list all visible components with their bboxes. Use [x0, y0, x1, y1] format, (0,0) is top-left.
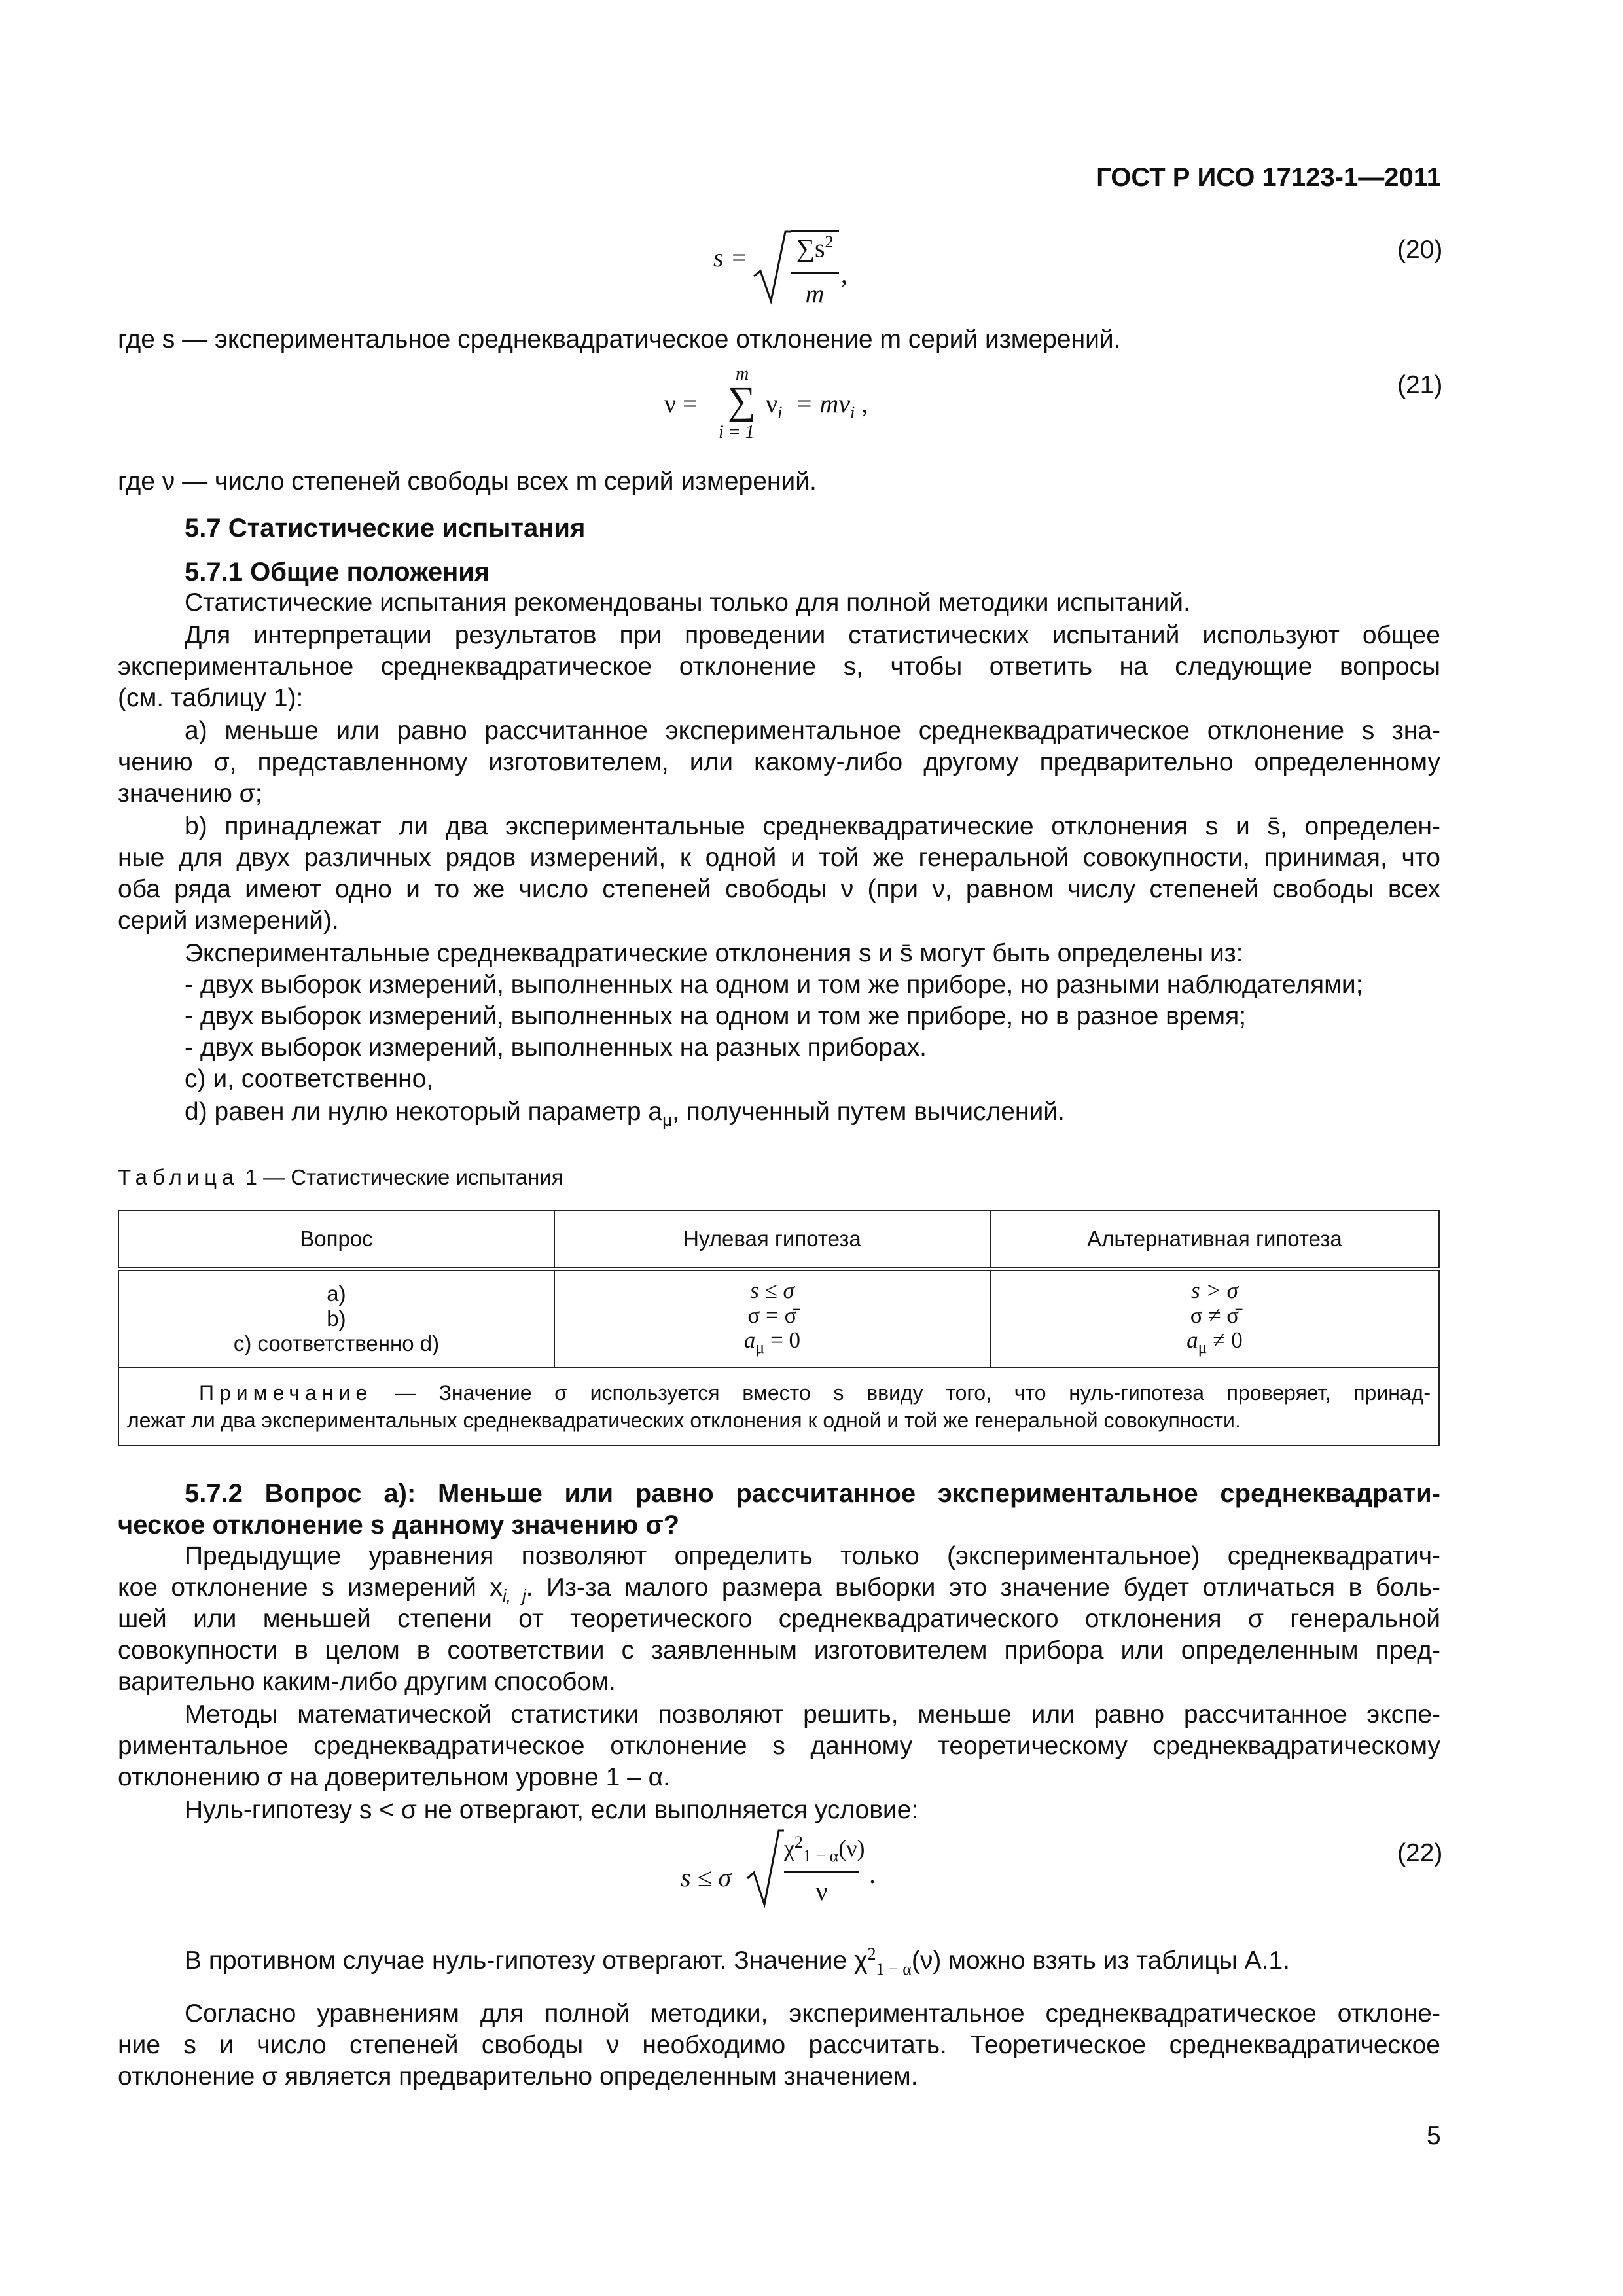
source-3: - двух выборок измерений, выполненных на разных приборах. — [185, 1033, 927, 1062]
definition-nu: где ν — число степеней свободы всех m серий измерений. — [118, 467, 817, 495]
eq20-comma: , — [841, 259, 847, 289]
s572-para4-line1: Согласно уравнениям для полной методики, экспериментальное среднеквадратическое отклоне- — [185, 2000, 1440, 2028]
s572-para4-line2: ние s и число степеней свободы ν необходимо рассчитать. Теоретическое среднеквадратическое — [118, 2031, 1440, 2059]
s572-para4-line3: отклонение σ является предварительно определенным значением. — [118, 2062, 918, 2090]
paragraph-2-line-3: (см. таблицу 1): — [118, 684, 304, 712]
section-5-7-2-heading-line-2: ческое отклонение s данному значению σ? — [118, 1511, 680, 1539]
item-b-line-4: серий измерений). — [118, 906, 339, 935]
sqrt-sign-22 — [746, 1829, 785, 1908]
table-header-row — [118, 1210, 1439, 1269]
s572-para2-line2: риментальное среднеквадратическое отклонение s данному теоретическому среднеквадратическому — [118, 1732, 1440, 1760]
s572-para1-line2: кое отклонение s измерений $x_{i, j}$. Из-за малого размера выборки это значение будет отличаться в боль- — [118, 1573, 1440, 1605]
header-question: Вопрос — [118, 1210, 554, 1269]
eq20-lhs: s = — [713, 243, 748, 272]
eq21-term: $\nu_i = m\nu_i$ , — [766, 389, 868, 422]
header-alternative-hypothesis: Альтернативная гипотеза — [990, 1210, 1439, 1269]
item-d: d) равен ли нулю некоторый параметр $a_\mu$, полученный путем вычислений. — [185, 1098, 1065, 1130]
eq20-denominator: m — [805, 279, 825, 308]
eq20-fraction-bar — [791, 272, 839, 274]
eq21-lower-limit: i = 1 — [719, 422, 755, 442]
definition-s: где s — экспериментальное среднеквадратическое отклонение m серий измерений. — [118, 325, 1121, 353]
eq22-denominator: ν — [815, 1876, 828, 1906]
s572-para1-line3: шей или меньшей степени от теоретического среднеквадратического отклонения σ генеральной — [118, 1605, 1440, 1633]
item-c: с) и, соответственно, — [185, 1065, 434, 1093]
s572-para1-line5: варительно каким-либо другим способом. — [118, 1668, 616, 1696]
equation-number-22: (22) — [1397, 1839, 1443, 1867]
s572-para2-line3: отклонению σ на доверительном уровне 1 – α. — [118, 1763, 671, 1791]
table-1-caption: Таблица 1 — Статистические испытания — [118, 1165, 563, 1189]
section-5-7-2-heading-line-1: 5.7.2 Вопрос а): Меньше или равно рассчитанное экспериментальное среднеквадрати- — [185, 1479, 1440, 1508]
table-1 — [118, 1210, 1440, 1446]
s572-para1-line4: совокупности в целом в соответствии с заявленным изготовителем прибора или определенным пред- — [118, 1636, 1440, 1664]
eq22-period: . — [869, 1859, 876, 1889]
table-note: Примечание — Значение σ используется вместо s ввиду того, что нуль-гипотеза проверяет, принад- лежат ли два экспериментальных среднеквадратических отклонения к одной и той же генеральной совокупности. — [118, 1367, 1439, 1446]
s572-para1-line1: Предыдущие уравнения позволяют определить только (экспериментальное) среднеквадратич- — [185, 1542, 1440, 1570]
sources-intro: Экспериментальные среднеквадратические отклонения s и s̄ могут быть определены из: — [185, 939, 1243, 967]
section-5-7-1-heading: 5.7.1 Общие положения — [185, 558, 490, 586]
cell-alternative-hypotheses: s > σ σ ≠ σ̄ $a_\mu \ne 0$ — [990, 1269, 1439, 1367]
otherwise-rejected: В противном случае нуль-гипотезу отвергают. Значение $\chi^2_{1 - \alpha}(\nu)$ можно взять из таблицы А.1. — [185, 1945, 1290, 1979]
null-hypothesis-condition: Нуль-гипотезу s < σ не отвергают, если выполняется условие: — [185, 1796, 919, 1824]
source-2: - двух выборок измерений, выполненных на одном и том же приборе, но в разное время; — [185, 1002, 1247, 1030]
s572-para2-line1: Методы математической статистики позволяют решить, меньше или равно рассчитанное экспе- — [185, 1700, 1440, 1729]
item-b-line-2: ные для двух различных рядов измерений, к одной и той же генеральной совокупности, принимая, что — [118, 844, 1440, 872]
eq22-fraction-bar — [784, 1871, 859, 1873]
paragraph-1: Статистические испытания рекомендованы только для полной методики испытаний. — [185, 588, 1190, 617]
sqrt-sign-20 — [753, 230, 792, 306]
header-null-hypothesis: Нулевая гипотеза — [554, 1210, 990, 1269]
paragraph-2-line-2: экспериментальное среднеквадратическое отклонение s, чтобы ответить на следующие вопросы — [118, 653, 1440, 681]
item-a-line-3: значению σ; — [118, 780, 262, 808]
cell-null-hypotheses: s ≤ σ σ = σ̄ $a_\mu = 0$ — [554, 1269, 990, 1367]
eq21-lhs: ν = — [664, 389, 698, 418]
source-1: - двух выборок измерений, выполненных на одном и том же приборе, но разными наблюдателями; — [185, 971, 1363, 999]
table-note-row — [118, 1367, 1439, 1446]
eq22-lhs: s ≤ σ — [681, 1863, 732, 1892]
eq21-sum-sign: ∑ — [728, 379, 756, 422]
eq20-numerator: $\sum s^2$ — [791, 230, 839, 263]
eq22-numerator: $\chi^2_{1 - \alpha}(\nu)$ — [784, 1833, 865, 1866]
page-number: 5 — [1427, 2122, 1441, 2150]
item-a-line-2: чению σ, представленному изготовителем, или какому-либо другому предварительно определенному — [118, 748, 1440, 776]
cell-questions: а) b) с) соответственно d) — [118, 1269, 554, 1367]
item-a-line-1: а) меньше или равно рассчитанное экспериментальное среднеквадратическое отклонение s зна- — [185, 717, 1440, 745]
equation-number-20: (20) — [1397, 236, 1443, 264]
item-b-line-3: оба ряда имеют одно и то же число степеней свободы ν (при ν, равном числу степеней свободы всех — [118, 875, 1440, 903]
table-body-row — [118, 1269, 1439, 1367]
eq21-upper-limit: m — [736, 364, 749, 384]
section-5-7-heading: 5.7 Статистические испытания — [185, 514, 586, 543]
equation-20 — [713, 242, 748, 273]
paragraph-2-line-1: Для интерпретации результатов при проведении статистических испытаний используют общее — [185, 621, 1440, 649]
document-header: ГОСТ Р ИСО 17123-1—2011 — [1096, 163, 1441, 192]
equation-number-21: (21) — [1397, 371, 1443, 399]
item-b-line-1: b) принадлежат ли два экспериментальные среднеквадратические отклонения s и s̄, определен- — [185, 812, 1440, 840]
